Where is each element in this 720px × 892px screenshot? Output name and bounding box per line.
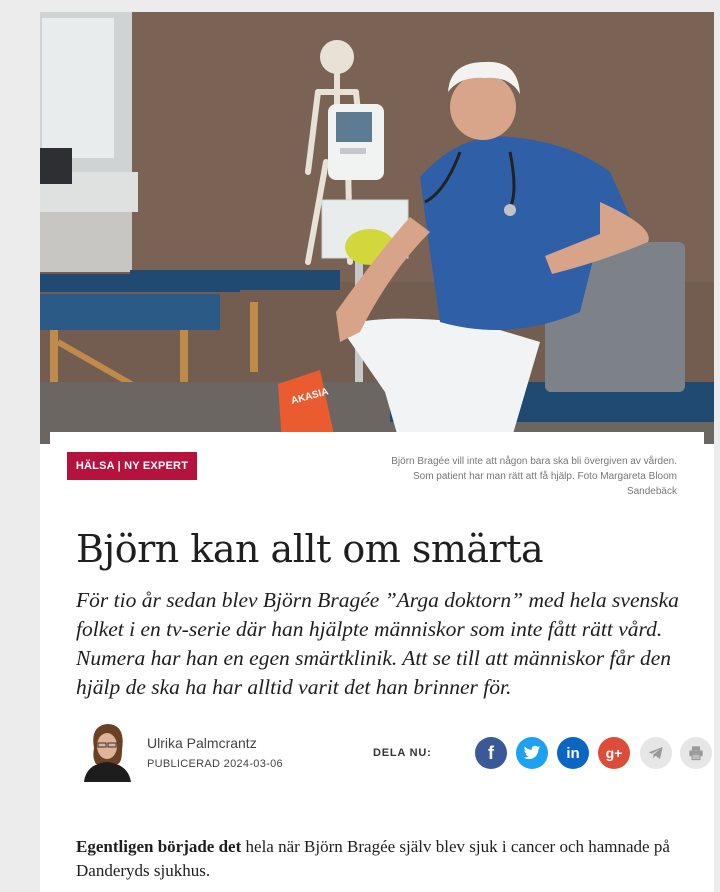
print-icon <box>688 745 704 761</box>
author-avatar[interactable] <box>80 720 135 782</box>
image-caption: Björn Bragée vill inte att någon bara ska bli övergiven av vården. Som patient har man rätt att få hjälp. Foto Margareta Bloom Sandebäck <box>391 456 677 497</box>
article-page <box>40 12 714 892</box>
article-body-paragraph <box>76 835 686 883</box>
article-headline: Björn kan allt om smärta <box>76 527 544 571</box>
linkedin-share-button[interactable] <box>557 737 589 769</box>
hero-photo <box>40 12 714 444</box>
published-date: 2024-03-06 <box>223 758 283 770</box>
article-lead: För tio år sedan blev Björn Bragée ”Arga doktorn” med hela svenska folket i en tv-serie där han hjälpte människor som inte fått rätt vård. Numera har han en egen smärtklinik. Att se till att människor får den hjälp de ska ha har alltid varit det han brinner för. <box>76 588 679 699</box>
byline <box>80 720 680 790</box>
caption-row <box>50 432 704 512</box>
twitter-icon <box>523 745 541 761</box>
linkedin-icon: in <box>566 744 580 762</box>
telegram-icon <box>648 746 664 760</box>
body-lead-in: Egentligen började det <box>76 837 242 856</box>
facebook-icon: f <box>488 742 494 763</box>
twitter-share-button[interactable] <box>516 737 548 769</box>
telegram-share-button[interactable] <box>640 737 672 769</box>
category-badge[interactable]: HÄLSA | NY EXPERT <box>67 452 197 480</box>
body-text: hela när Björn Bragée själv blev sjuk i cancer och hamnade på Danderyds sjukhus. <box>76 837 670 880</box>
print-share-button[interactable] <box>680 737 712 769</box>
published-label: PUBLICERAD <box>147 758 221 770</box>
share-label: DELA NU: <box>373 747 432 759</box>
hero-image <box>40 12 714 444</box>
facebook-share-button[interactable] <box>475 737 507 769</box>
published-info <box>147 758 283 770</box>
google-plus-share-button[interactable] <box>598 737 630 769</box>
google-plus-icon: g+ <box>605 745 623 761</box>
author-name[interactable]: Ulrika Palmcrantz <box>147 735 257 751</box>
bag-label: AKASIA <box>289 386 330 407</box>
